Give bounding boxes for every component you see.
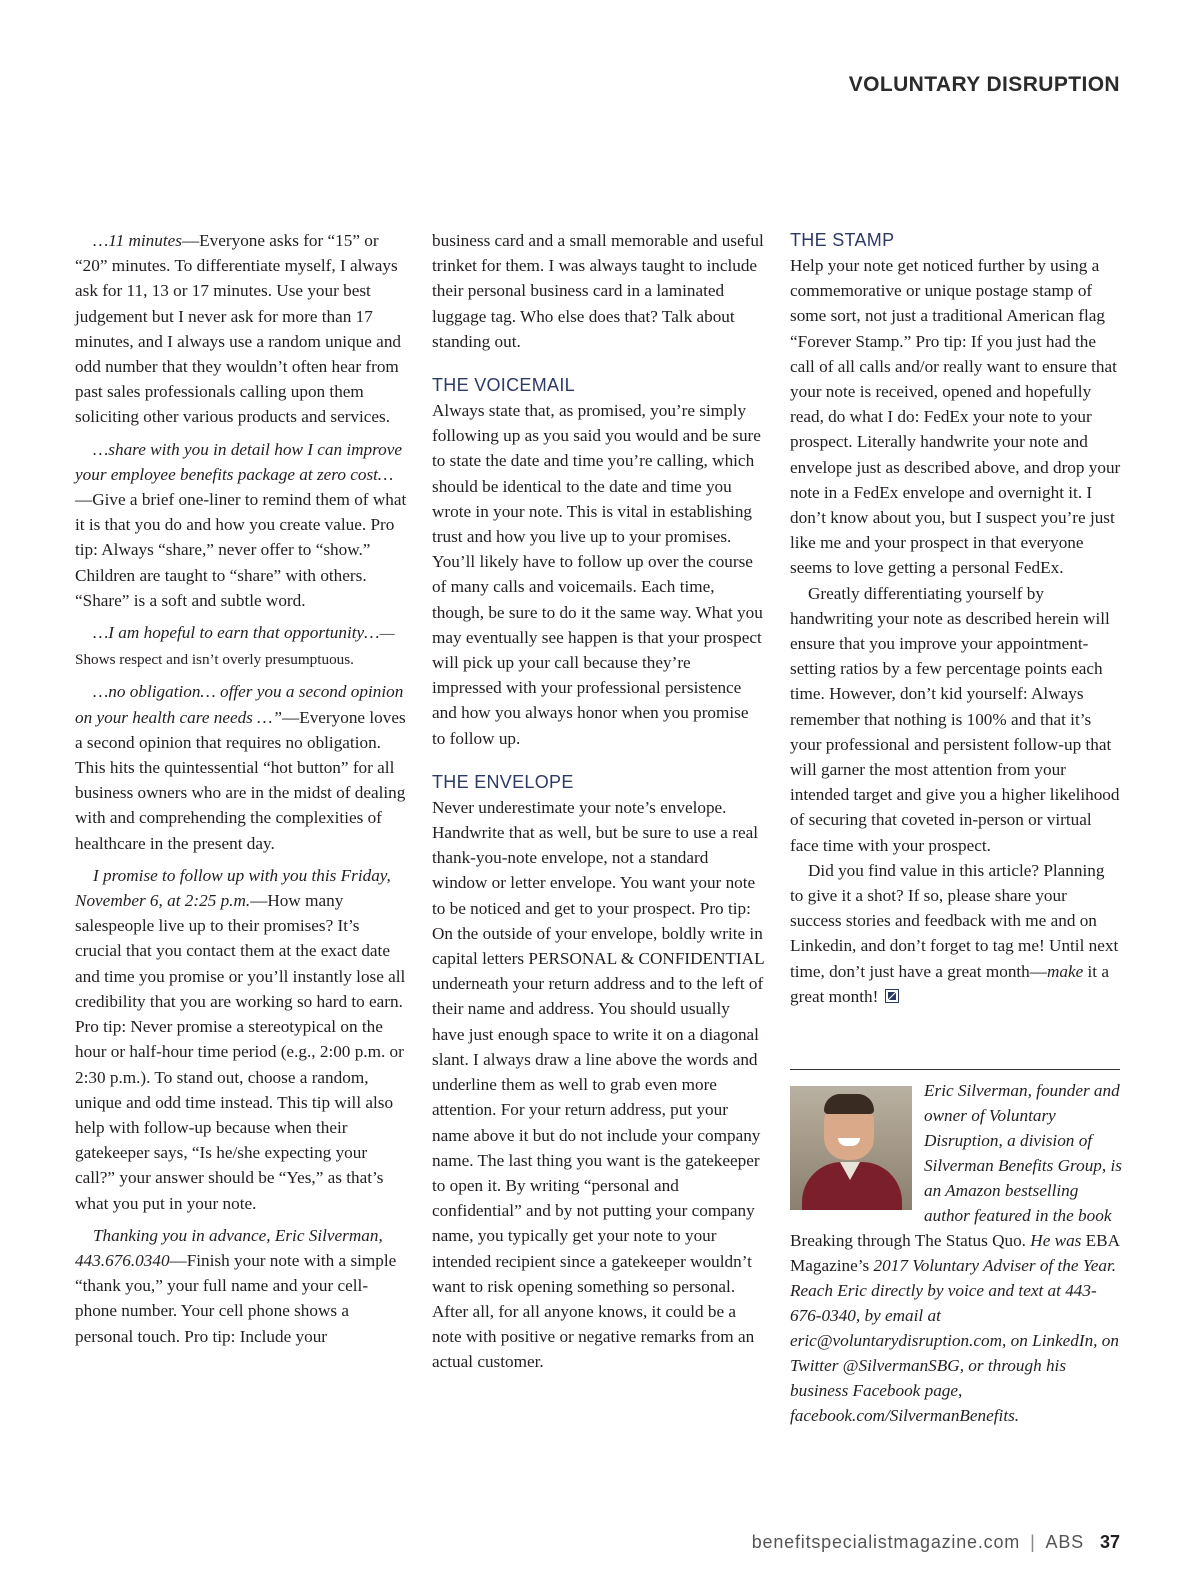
footer-publication: ABS (1045, 1532, 1084, 1552)
author-bio (790, 1078, 1122, 1428)
paragraph: …I am hopeful to earn that opportunity…—Shows respect and isn’t overly presumptuous. (75, 623, 395, 669)
bio-text: Eric Silverman, founder and owner of Voluntary Disruption, a division of Silverman Benefits Group, is an Amazon bestselling author featured in the book Breaking through The Status Quo. He was EBA Magazine’s 2017 Voluntary Adviser of the Year. Reach Eric directly by voice and text at 443-676-0340, by email at eric@voluntarydisruption.com, on LinkedIn, on Twitter @SilvermanSBG, or through his business Facebook page, facebook.com/SilvermanBenefits. (790, 1081, 1122, 1425)
paragraph: Greatly differentiating yourself by handwriting your note as described herein will ensure that you improve your appointment-setting ratios by a few percentage points each time. However, don’t kid yourself: Always remember that nothing is 100% and that it’s your professional and persistent follow-up that will garner the most attention from your intended target and give you a higher likelihood of securing that coveted in-person or virtual face time with your prospect. (790, 583, 1120, 855)
heading-stamp: THE STAMP (790, 230, 895, 250)
paragraph: business card and a small memorable and useful trinket for them. I was always taught to include their personal business card in a laminated luggage tag. Who else does that? Talk about standing out. (432, 231, 764, 351)
author-photo (790, 1086, 912, 1210)
article-end-icon (885, 989, 899, 1003)
paragraph: …share with you in detail how I can improve your employee benefits package at zero cost…—Give a brief one-liner to remind them of what it is that you do and how you create value. Pro tip: Always “share,” never offer to “show.” Children are taught to “share” with others. “Share” is a soft and subtle word. (75, 439, 407, 610)
bio-divider (790, 1069, 1120, 1070)
heading-envelope: THE ENVELOPE (432, 771, 574, 792)
page-number: 37 (1099, 1532, 1120, 1552)
article-column-1 (75, 228, 407, 1349)
paragraph: Did you find value in this article? Planning to give it a shot? If so, please share your success stories and feedback with me and on Linkedin, and don’t forget to tag me! Until next time, don’t just have a great month—make it a great month! (790, 860, 1119, 1006)
footer-site: benefitspecialistmagazine.com (751, 1532, 1021, 1552)
footer-separator: | (1030, 1532, 1036, 1552)
article-column-3 (790, 228, 1122, 1009)
paragraph: Never underestimate your note’s envelope. Handwrite that as well, but be sure to use a real thank-you-note envelope, not a standard window or letter envelope. You want your note to be noticed and get to your prospect. Pro tip: On the outside of your envelope, boldly write in capital letters PERSONAL & CONFIDENTIAL underneath your return address and to the left of their name and address. You should usually have just enough space to write it on a diagonal slant. I always draw a line above the words and underline them as well to grab even more attention. For your return address, put your name above it but do not include your company name. The last thing you want is the gatekeeper to open it. By writing “personal and confidential” and by not putting your company name, you typically get your note to your intended recipient since a gatekeeper wouldn’t want to risk opening something so personal. After all, for all anyone knows, it could be a note with positive or negative remarks from an actual customer. (432, 797, 764, 1372)
section-title: VOLUNTARY DISRUPTION (848, 73, 1120, 96)
paragraph: …no obligation… offer you a second opinion on your health care needs …”—Everyone loves a second opinion that requires no obligation. This hits the quintessential “hot button” for all business owners who are in the midst of dealing with and comprehending the complexities of healthcare in the present day. (75, 682, 406, 853)
paragraph: Help your note get noticed further by using a commemorative or unique postage stamp of some sort, not just a traditional American flag “Forever Stamp.” Pro tip: If you just had the call of all calls and/or really want to ensure that your note is received, opened and hopefully read, do what I do: FedEx your note to your prospect. Literally handwrite your note and envelope just as described above, and drop your note in a FedEx envelope and overnight it. I don’t know about you, but I suspect you’re just like me and your prospect in that everyone seems to love getting a personal FedEx. (790, 256, 1121, 578)
paragraph: Always state that, as promised, you’re simply following up as you said you would and be sure to state the date and time you’re calling, which should be identical to the date and time you wrote in your note. This is vital in establishing trust and how you live up to your promises. You’ll likely have to follow up over the course of many calls and voicemails. Each time, though, be sure to do it the same way. What you may eventually see happen is that your prospect will pick up your call because they’re impressed with your professional persistence and how you always honor when you promise to follow up. (432, 401, 763, 748)
page-footer (752, 1532, 1120, 1553)
paragraph: …11 minutes—Everyone asks for “15” or “20” minutes. To differentiate myself, I always ask for 11, 13 or 17 minutes. Use your best judgement but I never ask for more than 17 minutes, and I always use a random unique and odd number that they wouldn’t often hear from past sales professionals calling upon them soliciting other various products and services. (75, 231, 402, 427)
paragraph: I promise to follow up with you this Friday, November 6, at 2:25 p.m.—How many salespeople live up to their promises? It’s crucial that you contact them at the exact date and time you promise or you’ll instantly lose all credibility that you are working so hard to earn. Pro tip: Never promise a stereotypical on the hour or half-hour time period (e.g., 2:00 p.m. or 2:30 p.m.). To stand out, choose a random, unique and odd time instead. This tip will also help with follow-up because when their gatekeeper says, “Is he/she expecting your call?” your answer should be “Yes,” as that’s what you put in your note. (75, 865, 406, 1213)
article-column-2 (432, 228, 764, 1375)
paragraph: Thanking you in advance, Eric Silverman, 443.676.0340—Finish your note with a simple “thank you,” your full name and your cell-phone number. Your cell phone shows a personal touch. Pro tip: Include your (75, 1225, 397, 1346)
heading-voicemail: THE VOICEMAIL (432, 375, 575, 396)
